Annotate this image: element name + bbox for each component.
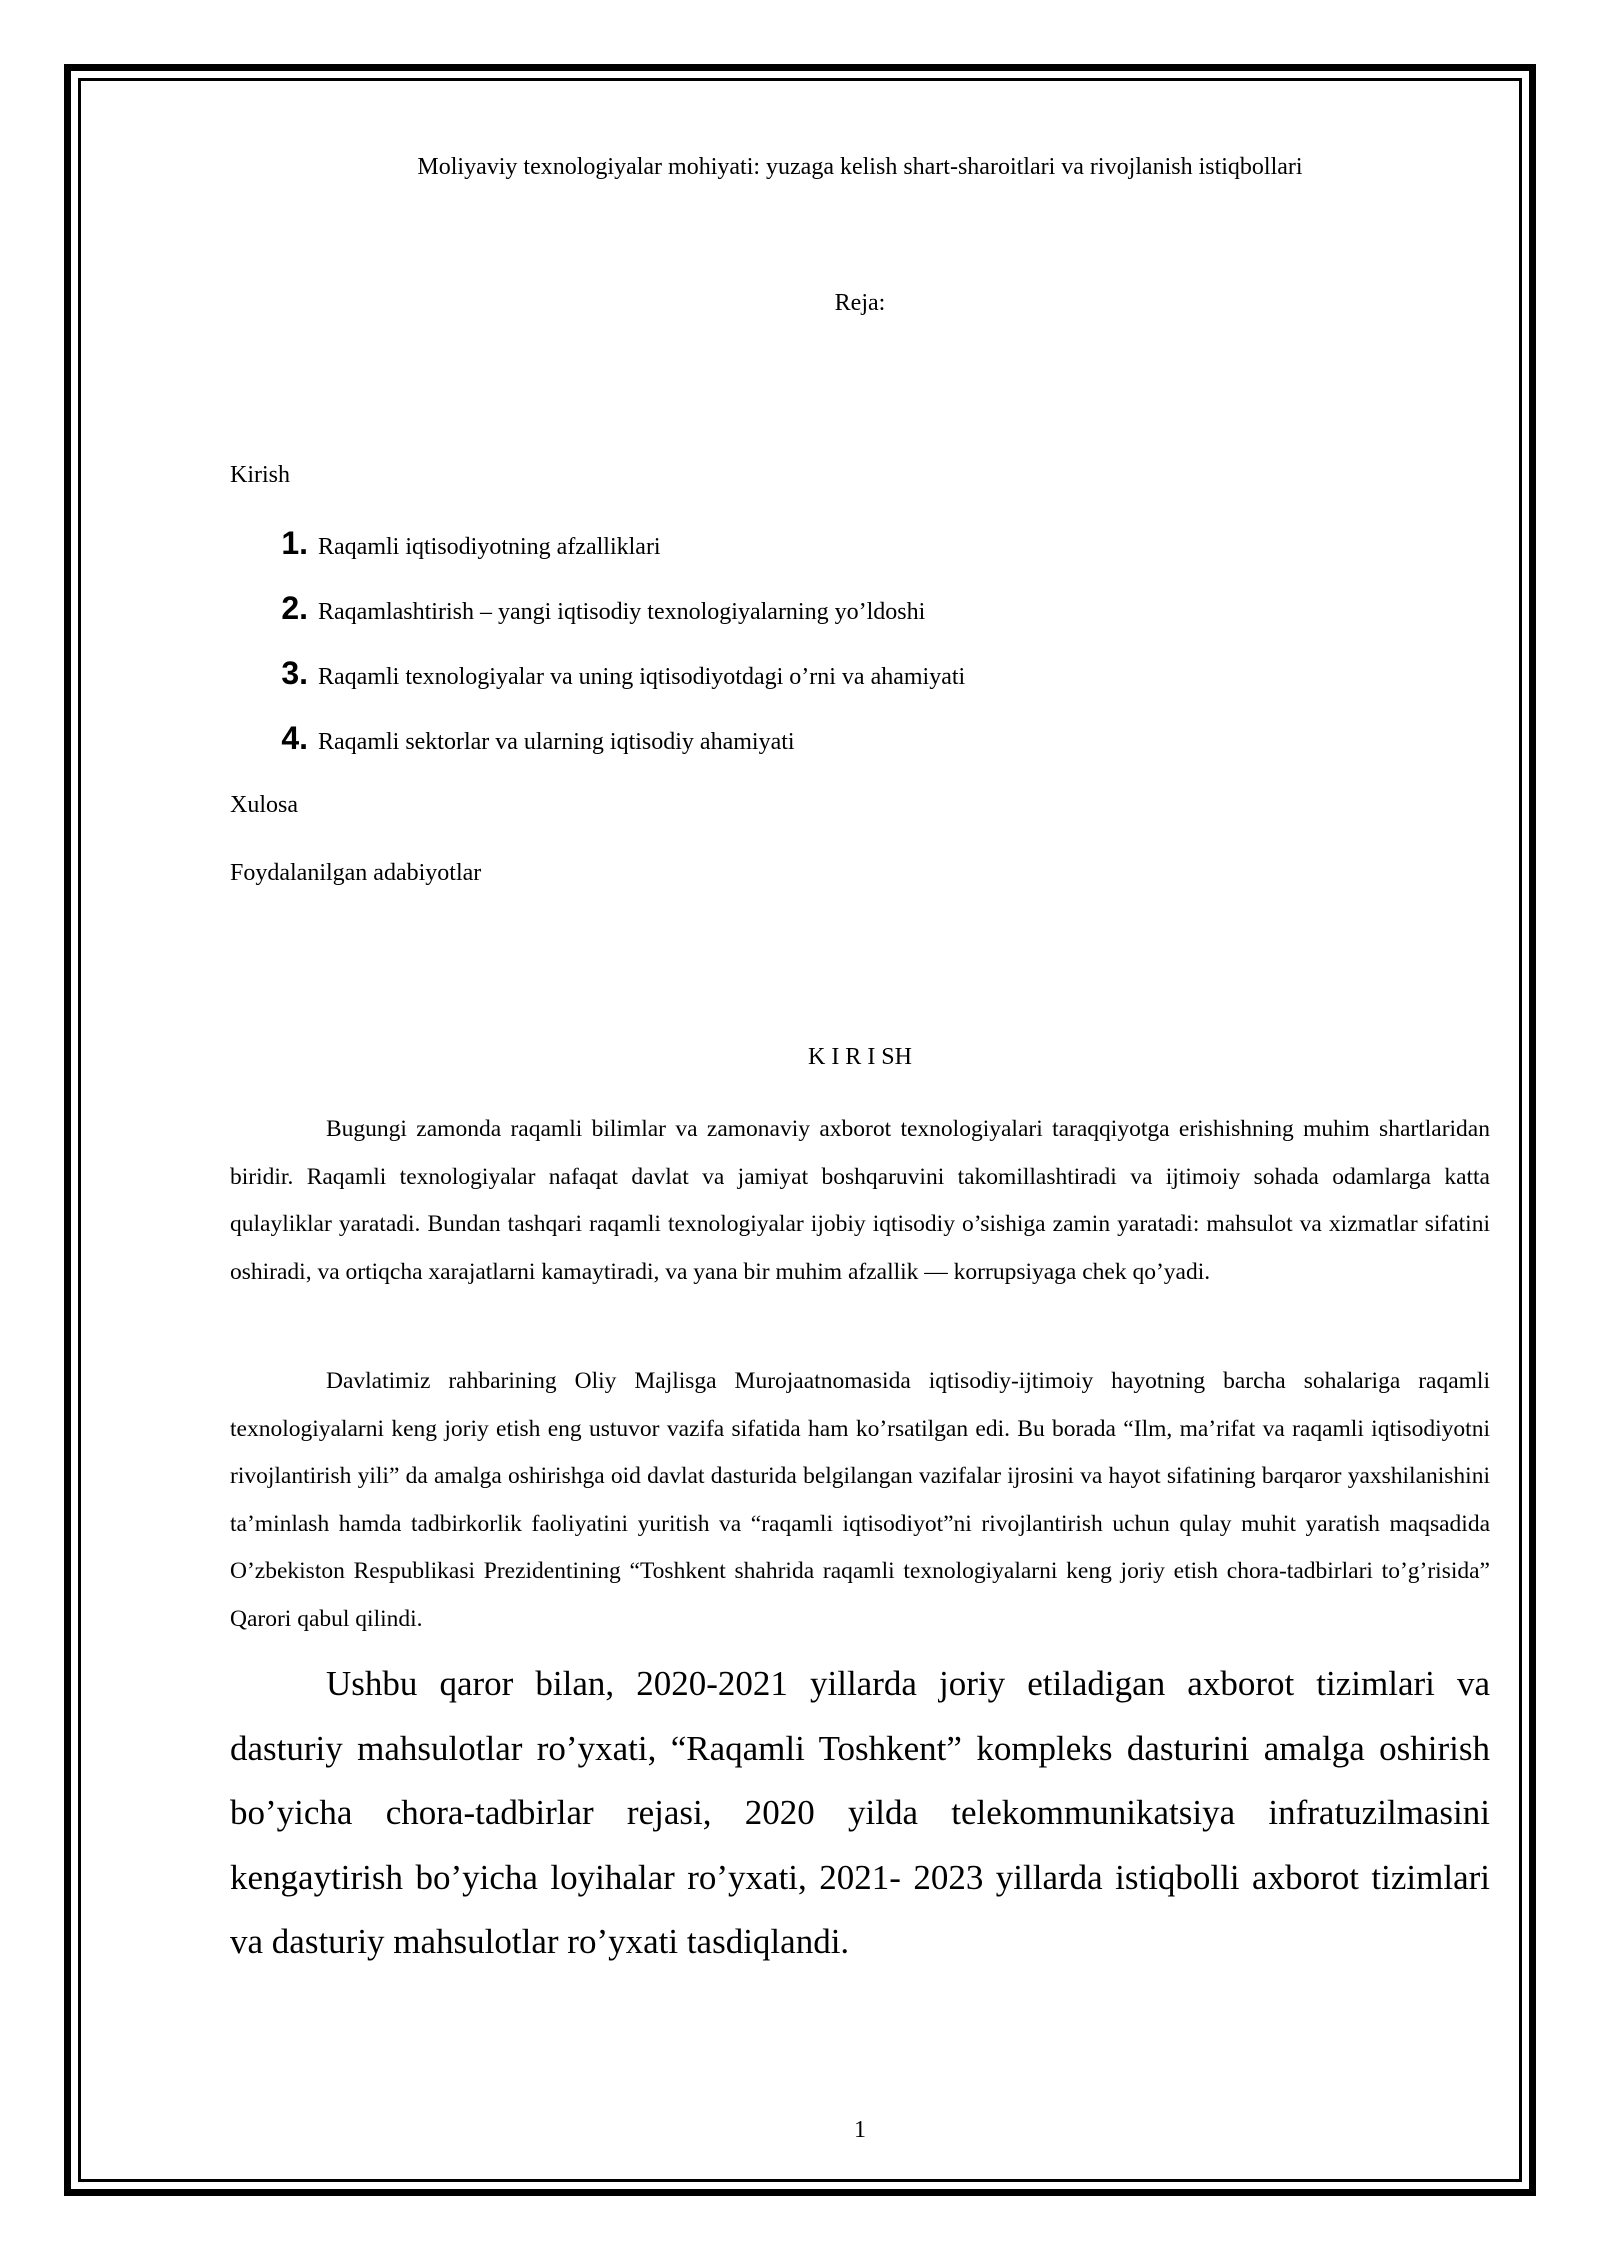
plan-list-item [230,525,1490,590]
plan-list-item [230,720,1490,785]
plan-list [230,525,1490,785]
body-paragraph: Bugungi zamonda raqamli bilimlar va zamonaviy axborot texnologiyalari taraqqiyotga erishishning muhim shartlaridan biridir. Raqamli texnologiyalar nafaqat davlat va jamiyat boshqaruvini takomillashtiradi va ijtimoiy sohada odamlarga katta qulayliklar yaratadi. Bundan tashqari raqamli texnologiyalar ijobiy iqtisodiy o’sishiga zamin yaratadi: mahsulot va xizmatlar sifatini oshiradi, va ortiqcha xarajatlarni kamaytiradi, va yana bir muhim afzallik — korrupsiyaga chek qo’yadi. [230,1116,1490,1285]
plan-item-number: 2. [281,590,308,626]
section-heading: K I R I SH [807,1044,912,1070]
plan-conclusion-item: Xulosa [230,792,298,818]
document-title: Moliyaviy texnologiyalar mohiyati: yuzaga kelish shart-sharoitlari va rivojlanish istiqbollari [417,154,1303,180]
plan-heading: Reja: [834,290,886,316]
plan-intro-item: Kirish [230,462,290,488]
body-paragraph-large: Ushbu qaror bilan, 2020-2021 yillarda joriy etiladigan axborot tizimlari va dasturiy mahsulotlar ro’yxati, “Raqamli Toshkent” kompleks dasturini amalga oshirish bo’yicha chora-tadbirlar rejasi, 2020 yilda telekommunikatsiya infratuzilmasini kengaytirish bo’yicha loyihalar ro’yxati, 2021- 2023 yillarda istiqbolli axborot tizimlari va dasturiy mahsulotlar ro’yxati tasdiqlandi. [230,1664,1490,1961]
plan-list-item [230,655,1490,720]
plan-item-number: 4. [281,720,308,756]
plan-item-text: Raqamlashtirish – yangi iqtisodiy texnologiyalarning yo’ldoshi [318,599,926,625]
plan-item-number: 3. [281,655,308,691]
plan-item-text: Raqamli iqtisodiyotning afzalliklari [318,534,661,560]
plan-item-number: 1. [281,525,308,561]
plan-item-text: Raqamli texnologiyalar va uning iqtisodiyotdagi o’rni va ahamiyati [318,664,966,690]
plan-references-item: Foydalanilgan adabiyotlar [230,860,482,886]
page-number: 1 [854,2117,866,2143]
plan-list-item [230,590,1490,655]
body-paragraph: Davlatimiz rahbarining Oliy Majlisga Murojaatnomasida iqtisodiy-ijtimoiy hayotning barcha sohalariga raqamli texnologiyalarni keng joriy etish eng ustuvor vazifa sifatida ham ko’rsatilgan edi. Bu borada “Ilm, ma’rifat va raqamli iqtisodiyotni rivojlantirish yili” da amalga oshirishga oid davlat dasturida belgilangan vazifalar ijrosini va hayot sifatining barqaror yaxshilanishini ta’minlash hamda tadbirkorlik faoliyatini yuritish va “raqamli iqtisodiyot”ni rivojlantirish uchun qulay muhit yaratish maqsadida O’zbekiston Respublikasi Prezidentining “Toshkent shahrida raqamli texnologiyalarni keng joriy etish chora-tadbirlari to’g’risida” Qarori qabul qilindi. [230,1368,1490,1632]
plan-item-text: Raqamli sektorlar va ularning iqtisodiy ahamiyati [318,729,795,755]
